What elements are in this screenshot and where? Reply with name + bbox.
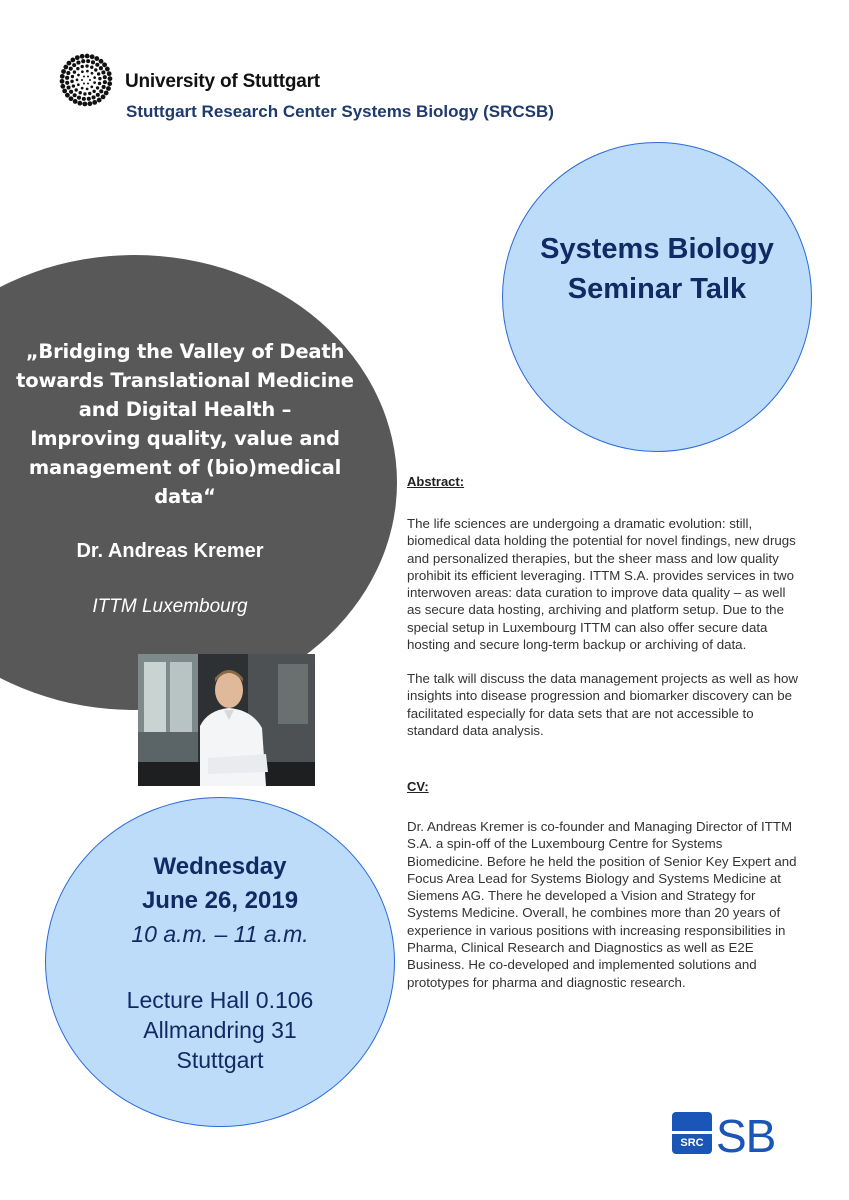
university-name: University of Stuttgart [125, 71, 320, 92]
series-title-line-2: Seminar Talk [567, 273, 747, 305]
cv-heading: CV: [407, 779, 429, 794]
series-title-line-1: Systems Biology [540, 233, 774, 265]
talk-title-line: „Bridging the Valley of Death [25, 340, 345, 363]
event-time: 10 a.m. – 11 a.m. [131, 921, 309, 947]
talk-title-line: management of (bio)medical [28, 456, 342, 479]
university-logo-icon [58, 52, 114, 108]
talk-title-line: and Digital Health – [78, 398, 292, 421]
event-date: June 26, 2019 [141, 887, 299, 914]
abstract-heading: Abstract: [407, 474, 465, 489]
talk-title-line: data“ [154, 485, 216, 508]
research-center-name: Stuttgart Research Center Systems Biology (SRCSB) [126, 102, 554, 121]
talk-title [0, 337, 370, 511]
speaker-photo-image [138, 654, 315, 786]
srcsb-logo-stripe [672, 1131, 712, 1134]
event-city: Stuttgart [176, 1047, 264, 1073]
talk-title-line: Improving quality, value and [30, 427, 340, 450]
talk-title-line: towards Translational Medicine [16, 369, 354, 392]
event-street: Allmandring 31 [143, 1017, 297, 1043]
event-day: Wednesday [153, 853, 287, 880]
cv-paragraph: Dr. Andreas Kremer is co-founder and Managing Director of ITTM S.A. a spin-off of the Luxembourg Centre for Systems Biomedicine. Before he held the position of Senior Key Expert and Focus Area Lead for Systems Biology and Systems Medicine at Siemens AG. There he developed a Vision and Strategy for Systems Medicine. Overall, he combines more than 20 years of experience in various positions with increasing responsibilities in Pharma, Clinical Research and Diagnostics as well as E2E Business. He co-developed and implemented solutions and prototypes for pharma and diagnostic research. [407, 819, 797, 990]
event-circle [45, 797, 395, 1127]
abstract-paragraph: The life sciences are undergoing a dramatic evolution: still, biomedical data holding the potential for novel findings, new drugs and personalized therapies, but the sheer mass and low quality prohibit its efficient leveraging. ITTM S.A. provides services in two interwoven areas: data curation to improve data quality – as well as secure data hosting, archiving and platform setup. Due to the special setup in Luxembourg ITTM can also offer secure data hosting and secure long-term backup or archiving of data. [407, 516, 796, 653]
event-hall: Lecture Hall 0.106 [126, 987, 314, 1013]
srcsb-logo-icon [672, 1110, 804, 1156]
srcsb-logo-sb-text: SB [716, 1110, 776, 1156]
speaker-photo [138, 654, 315, 786]
srcsb-logo-src-text: SRC [680, 1137, 704, 1149]
speaker-name: Dr. Andreas Kremer [76, 540, 264, 562]
series-title [502, 229, 812, 309]
speaker-affiliation: ITTM Luxembourg [92, 596, 248, 617]
abstract-paragraph: The talk will discuss the data management projects as well as how insights into disease progression and biomarker discovery can be facilitated especially for data sets that are not accessible to standard data analysis. [407, 671, 798, 738]
